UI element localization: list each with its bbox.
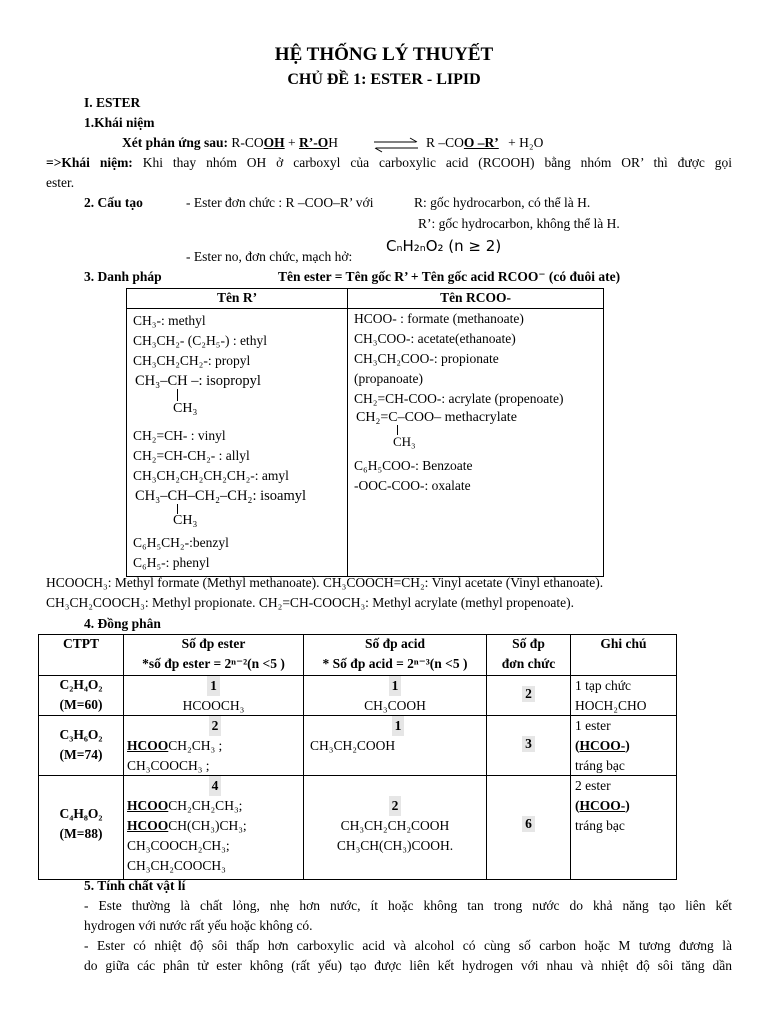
col-total-b: đơn chức	[501, 656, 556, 671]
col-acid-count: Số đp acid	[364, 636, 426, 651]
heading-cau-tao: 2. Cấu tạo	[84, 195, 143, 210]
reaction-lhs-acid: R-COOH	[231, 135, 285, 150]
col-ester-count: Số đp ester	[181, 636, 246, 651]
list-item: CH₃COO-: acetate(ethanoate)	[354, 331, 516, 346]
structure-r-prime-definition: R’: gốc hydrocarbon, không thể là H.	[418, 216, 620, 231]
row1-note: 1 tạp chức HOCH₂CHO	[575, 678, 647, 713]
physical-paragraph-1: - Este thường là chất lỏng, nhẹ hơn nước, ít hoặc không tan trong nước do khả năng tạo liên kết	[84, 898, 732, 913]
row2-formula: C₃H₆O₂	[59, 727, 103, 742]
list-item: HCOO- : formate (methanoate)	[354, 311, 524, 326]
heading-tinh-chat: 5. Tính chất vật lí	[84, 878, 186, 893]
naming-table	[126, 288, 604, 577]
row1-mass: (M=60)	[59, 697, 103, 712]
page-title: HỆ THỐNG LÝ THUYẾT	[274, 44, 494, 65]
naming-rule: Tên ester = Tên gốc R’ + Tên gốc acid RCOO⁻ (có đuôi ate)	[278, 269, 621, 284]
naming-col-rcoo: Tên RCOO-	[440, 290, 511, 305]
heading-khai-niem: 1.Khái niệm	[84, 115, 155, 130]
row1-acids: 1 CH₃COOH	[364, 678, 426, 713]
concept-paragraph: =>Khái niệm: Khi thay nhóm OH ở carboxyl của carboxylic acid (RCOOH) bằng nhóm OR’ thì được gọi	[46, 155, 732, 170]
row2-note: 1 ester (HCOO-) tráng bạc	[575, 718, 630, 773]
reaction-lhs-alcohol: R’-OH	[299, 135, 339, 150]
reaction-rhs: R –COO –R’ + H₂O	[426, 135, 544, 150]
naming-col-r: Tên R’	[216, 290, 258, 305]
list-item: C₆H₅-: phenyl	[133, 555, 210, 570]
row3-formula: C₄H₈O₂	[59, 806, 103, 821]
methacrylate-structure: CH₂=C–COO– methacrylate	[356, 410, 517, 425]
list-item: -OOC-COO-: oxalate	[354, 478, 471, 493]
row1-esters: 1 HCOOCH₃	[182, 678, 245, 713]
list-item: CH₃-: methyl	[133, 313, 206, 328]
list-item: (propanoate)	[354, 371, 423, 386]
naming-example-2: CH₃CH₂COOCH₃: Methyl propionate. CH₂=CH-COOCH₃: Methyl acrylate (methyl propenoate).	[46, 595, 574, 610]
physical-paragraph-2-cont: do giữa các phân tử ester không (rất yếu) tạo được liên kết hydrogen với nhau và nhiệt độ sôi tăng dần	[84, 958, 732, 973]
col-ctpt: CTPT	[62, 636, 99, 651]
list-item: C₆H₅CH₂-:benzyl	[133, 535, 229, 550]
col-acid-rule: * Số đp acid = 2ⁿ⁻³(n <5 )	[322, 656, 468, 671]
reaction-plus: +	[288, 135, 296, 150]
list-item: CH₃CH₂CH₂CH₂CH₂-: amyl	[133, 468, 289, 483]
isopropyl-bond	[177, 389, 178, 401]
list-item: CH₂=CH-COO-: acrylate (propenoate)	[354, 391, 564, 406]
structure-line-1: - Ester đơn chức : R –COO–R’ với	[186, 195, 374, 210]
isopropyl-structure: CH₃–CH –: isopropyl	[135, 373, 261, 389]
row2-mass: (M=74)	[59, 747, 103, 762]
list-item: CH₃CH₂CH₂-: propyl	[133, 353, 251, 368]
concept-paragraph-end: ester.	[46, 175, 75, 190]
naming-left-list-3	[133, 533, 229, 573]
isoamyl-structure: CH₃–CH–CH₂–CH₂: isoamyl	[135, 488, 307, 504]
row2-acids: 1 CH₃CH₂COOH	[310, 716, 486, 756]
col-ester-rule: *số đp ester = 2ⁿ⁻²(n <5 )	[142, 656, 285, 671]
row1-total: 2	[487, 686, 570, 702]
row3-note: 2 ester (HCOO-) tráng bạc	[575, 778, 630, 833]
structure-line-saturated: - Ester no, đơn chức, mạch hở:	[186, 249, 353, 264]
general-formula: CₙH₂ₙO₂ (n ≥ 2)	[386, 237, 502, 255]
row3-esters: 4 HCOOCH₂CH₂CH₃; HCOOCH(CH₃)CH₃; CH₃COOCH₂CH₃; CH₃CH₂COOCH₃	[127, 778, 247, 873]
isopropyl-branch: CH₃	[173, 401, 198, 416]
isomer-table	[38, 634, 677, 880]
reaction-label: Xét phản ứng sau:	[122, 135, 229, 150]
equilibrium-arrow-icon	[372, 137, 420, 153]
naming-left-list-2	[133, 426, 289, 486]
col-note: Ghi chú	[600, 636, 647, 651]
row3-acids: 2 CH₃CH₂CH₂COOH CH₃CH(CH₃)COOH.	[336, 798, 454, 853]
list-item: C₆H₅COO-: Benzoate	[354, 458, 473, 473]
list-item: CH₂=CH- : vinyl	[133, 428, 226, 443]
methacrylate-branch: CH₃	[393, 434, 416, 449]
reaction-line	[122, 135, 338, 151]
section-heading-ester: I. ESTER	[84, 95, 141, 110]
physical-paragraph-1-end: hydrogen với nước rất yếu hoặc không có.	[84, 918, 313, 933]
isoamyl-branch: CH₃	[173, 513, 198, 528]
row3-total: 6	[487, 816, 570, 832]
row2-total: 3	[487, 736, 570, 752]
physical-paragraph-2: - Ester có nhiệt độ sôi thấp hơn carboxylic acid và alcohol có cùng số carbon hoặc M tương đương là	[84, 938, 732, 953]
row2-esters: 2 HCOOCH₂CH₃ ; CH₃COOCH₃ ;	[127, 718, 223, 773]
naming-right-list-1	[354, 309, 564, 409]
naming-right-list-2	[354, 456, 473, 496]
col-total-a: Số đp	[512, 636, 545, 651]
naming-example-1: HCOOCH₃: Methyl formate (Methyl methanoate). CH₃COOCH=CH₂: Vinyl acetate (Vinyl ethanoate).	[46, 575, 604, 590]
heading-dong-phan: 4. Đồng phân	[84, 616, 161, 631]
structure-r-definition: R: gốc hydrocarbon, có thể là H.	[414, 195, 591, 210]
list-item: CH₂=CH-CH₂- : allyl	[133, 448, 250, 463]
naming-left-list-1	[133, 311, 267, 371]
row1-formula: C₂H₄O₂	[59, 677, 103, 692]
page-subtitle: CHỦ ĐỀ 1: ESTER - LIPID	[287, 71, 481, 88]
heading-danh-phap: 3. Danh pháp	[84, 269, 162, 284]
list-item: CH₃CH₂COO-: propionate	[354, 351, 499, 366]
row3-mass: (M=88)	[59, 826, 103, 841]
list-item: CH₃CH₂- (C₂H₅-) : ethyl	[133, 333, 267, 348]
